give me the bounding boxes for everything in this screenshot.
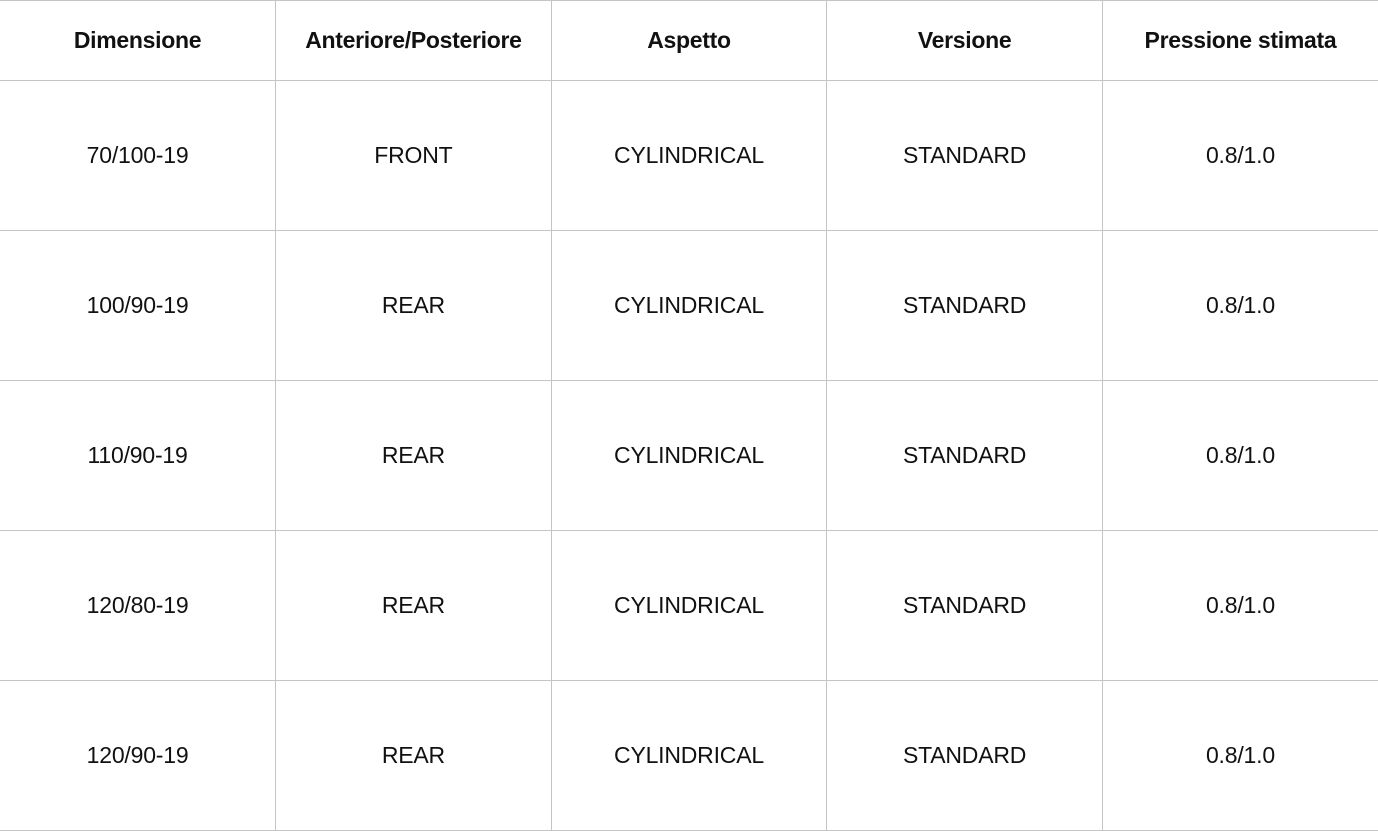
cell-anteriore-posteriore: REAR xyxy=(276,531,552,681)
cell-dimensione: 120/90-19 xyxy=(0,681,276,831)
cell-aspetto: CYLINDRICAL xyxy=(551,81,827,231)
table-row xyxy=(0,81,1378,231)
cell-pressione-stimata: 0.8/1.0 xyxy=(1102,531,1378,681)
cell-pressione-stimata: 0.8/1.0 xyxy=(1102,231,1378,381)
table-row xyxy=(0,231,1378,381)
cell-aspetto: CYLINDRICAL xyxy=(551,531,827,681)
table-header xyxy=(0,1,1378,81)
table-row xyxy=(0,531,1378,681)
column-header-anteriore-posteriore: Anteriore/Posteriore xyxy=(276,1,552,81)
cell-aspetto: CYLINDRICAL xyxy=(551,231,827,381)
column-header-aspetto: Aspetto xyxy=(551,1,827,81)
table-body xyxy=(0,81,1378,831)
cell-aspetto: CYLINDRICAL xyxy=(551,381,827,531)
cell-dimensione: 110/90-19 xyxy=(0,381,276,531)
cell-aspetto: CYLINDRICAL xyxy=(551,681,827,831)
cell-versione: STANDARD xyxy=(827,231,1103,381)
cell-pressione-stimata: 0.8/1.0 xyxy=(1102,381,1378,531)
cell-dimensione: 120/80-19 xyxy=(0,531,276,681)
table-row xyxy=(0,381,1378,531)
cell-pressione-stimata: 0.8/1.0 xyxy=(1102,681,1378,831)
cell-dimensione: 70/100-19 xyxy=(0,81,276,231)
column-header-dimensione: Dimensione xyxy=(0,1,276,81)
cell-versione: STANDARD xyxy=(827,531,1103,681)
cell-versione: STANDARD xyxy=(827,681,1103,831)
cell-anteriore-posteriore: REAR xyxy=(276,681,552,831)
header-row xyxy=(0,1,1378,81)
cell-anteriore-posteriore: FRONT xyxy=(276,81,552,231)
table-row xyxy=(0,681,1378,831)
cell-pressione-stimata: 0.8/1.0 xyxy=(1102,81,1378,231)
cell-versione: STANDARD xyxy=(827,81,1103,231)
cell-versione: STANDARD xyxy=(827,381,1103,531)
column-header-versione: Versione xyxy=(827,1,1103,81)
cell-dimensione: 100/90-19 xyxy=(0,231,276,381)
column-header-pressione-stimata: Pressione stimata xyxy=(1102,1,1378,81)
cell-anteriore-posteriore: REAR xyxy=(276,231,552,381)
cell-anteriore-posteriore: REAR xyxy=(276,381,552,531)
